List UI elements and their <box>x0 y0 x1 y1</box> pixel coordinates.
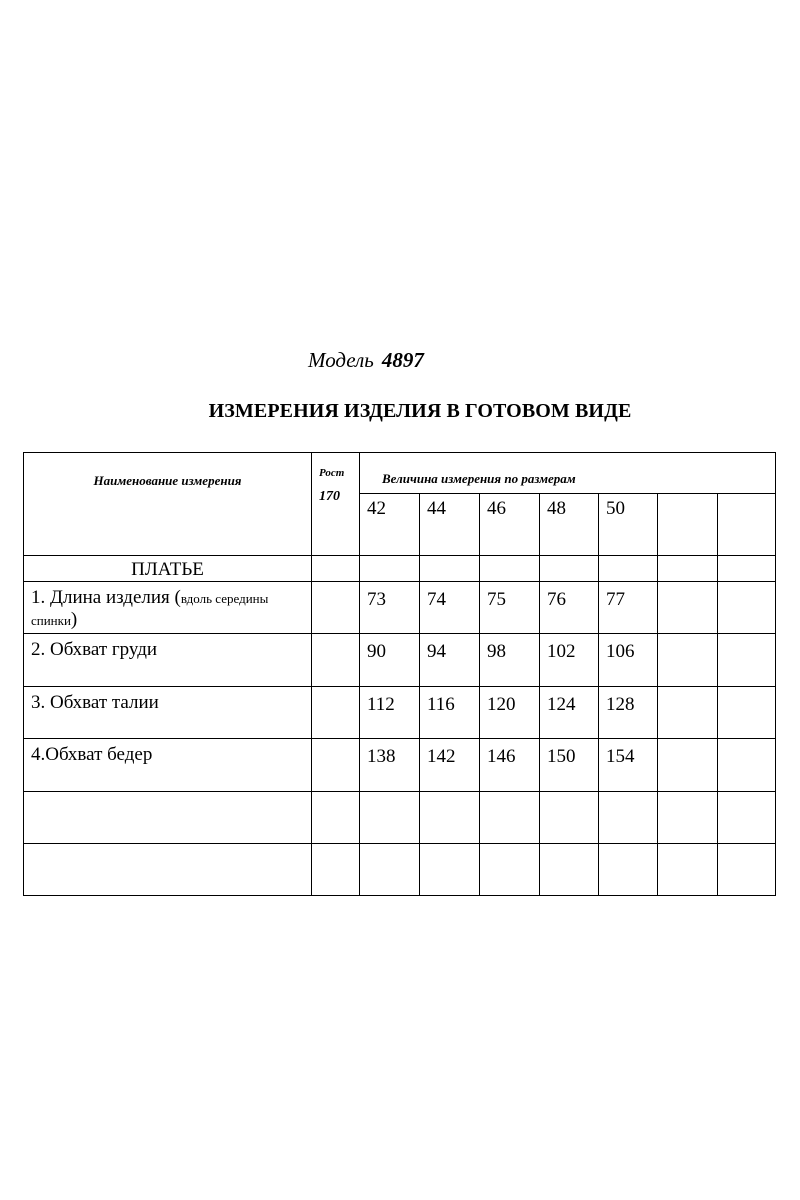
section-row <box>24 556 776 582</box>
value-cell: 75 <box>480 582 540 634</box>
size-cell: 48 <box>540 494 599 556</box>
value-cell: 142 <box>420 739 480 792</box>
value-cell: 90 <box>360 634 420 687</box>
value-cell <box>658 582 718 634</box>
header-sizes-label: Величина измерения по размерам <box>360 453 776 494</box>
value-cell <box>718 634 776 687</box>
measurements-table <box>23 452 776 896</box>
row-label: 1. Длина изделия (вдоль середины спинки) <box>24 582 312 634</box>
size-cell: 50 <box>599 494 658 556</box>
header-measurement-name: Наименование измерения <box>24 453 312 556</box>
value-cell: 146 <box>480 739 540 792</box>
header-row <box>24 453 776 494</box>
value-cell <box>658 687 718 739</box>
value-cell: 94 <box>420 634 480 687</box>
row-label: 2. Обхват груди <box>24 634 312 687</box>
value-cell: 98 <box>480 634 540 687</box>
model-label: Модель <box>308 348 374 372</box>
value-cell: 77 <box>599 582 658 634</box>
value-cell: 150 <box>540 739 599 792</box>
value-cell: 102 <box>540 634 599 687</box>
value-cell: 112 <box>360 687 420 739</box>
value-cell <box>718 582 776 634</box>
table-row <box>24 582 776 634</box>
rost-cell <box>312 634 360 687</box>
value-cell: 74 <box>420 582 480 634</box>
table-row <box>24 687 776 739</box>
value-cell <box>718 687 776 739</box>
rost-cell <box>312 582 360 634</box>
value-cell: 120 <box>480 687 540 739</box>
value-cell: 76 <box>540 582 599 634</box>
size-cell <box>658 494 718 556</box>
table-row <box>24 739 776 792</box>
rost-cell <box>312 739 360 792</box>
value-cell: 124 <box>540 687 599 739</box>
value-cell: 106 <box>599 634 658 687</box>
document-title: ИЗМЕРЕНИЯ ИЗДЕЛИЯ В ГОТОВОМ ВИДЕ <box>208 400 632 422</box>
value-cell <box>658 634 718 687</box>
header-rost-value: 170 <box>319 489 340 504</box>
row-label: 3. Обхват талии <box>24 687 312 739</box>
value-cell: 128 <box>599 687 658 739</box>
header-rost <box>312 453 360 556</box>
size-cell <box>718 494 776 556</box>
value-cell: 138 <box>360 739 420 792</box>
rost-cell <box>312 687 360 739</box>
row-label: 4.Обхват бедер <box>24 739 312 792</box>
section-title: ПЛАТЬЕ <box>24 556 312 582</box>
value-cell <box>718 739 776 792</box>
value-cell <box>658 739 718 792</box>
empty-row <box>24 792 776 844</box>
size-cell: 42 <box>360 494 420 556</box>
header-rost-label: Рост <box>319 467 345 479</box>
empty-row <box>24 844 776 896</box>
model-heading <box>308 348 424 373</box>
table-row <box>24 634 776 687</box>
size-cell: 46 <box>480 494 540 556</box>
model-number: 4897 <box>381 348 424 372</box>
value-cell: 116 <box>420 687 480 739</box>
value-cell: 154 <box>599 739 658 792</box>
size-cell: 44 <box>420 494 480 556</box>
value-cell: 73 <box>360 582 420 634</box>
